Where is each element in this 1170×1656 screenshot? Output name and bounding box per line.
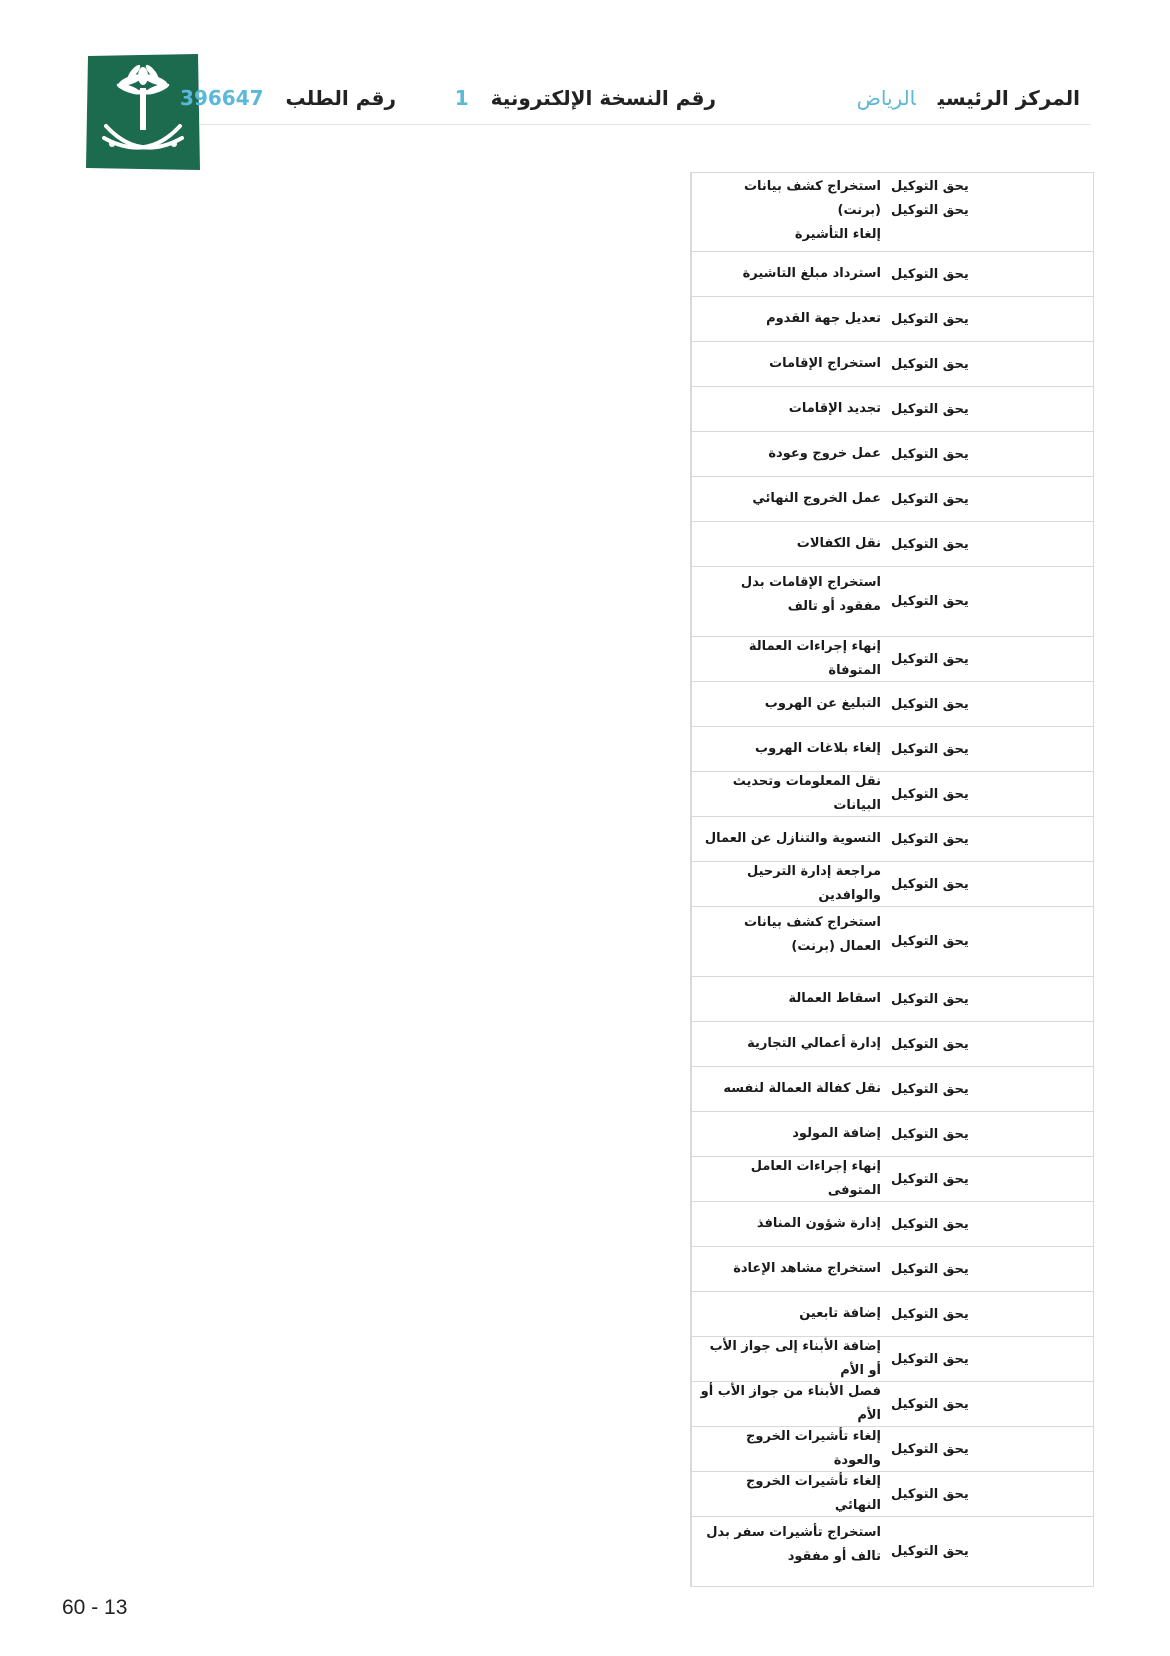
permission-text: يحق التوكيل: [891, 1216, 969, 1232]
permission-text: يحق التوكيل: [891, 1306, 969, 1322]
permission-text: يحق التوكيل: [891, 446, 969, 462]
permission-cell: [891, 1382, 1093, 1426]
permission-text: يحق التوكيل: [891, 1486, 969, 1502]
table-body: [691, 252, 1093, 1587]
service-text: إدارة شؤون المنافذ: [756, 1216, 881, 1231]
service-text: استرداد مبلغ التاشيرة: [742, 266, 881, 281]
table-row: [691, 1517, 1093, 1587]
table-row: [691, 1292, 1093, 1337]
permission-text: يحق التوكيل: [891, 594, 969, 609]
table-row: [691, 1067, 1093, 1112]
permission-cell: [891, 1067, 1093, 1111]
permission-cell: [891, 1112, 1093, 1156]
service-text: تجديد الإقامات: [788, 401, 881, 416]
permission-text: يحق التوكيل: [891, 203, 969, 218]
permission-cell: [891, 297, 1093, 341]
table-row: [691, 1157, 1093, 1202]
service-text: عمل الخروج النهائي: [752, 491, 881, 506]
service-text: عمل خروج وعودة: [768, 446, 881, 461]
service-text: استخراج تأشيرات سفر بدل تالف أو مفقود: [706, 1525, 881, 1564]
service-text: إلغاء التأشيرة: [794, 227, 881, 242]
service-cell: [691, 1472, 891, 1516]
service-text: اسقاط العمالة: [788, 991, 881, 1006]
service-text: إلغاء تأشيرات الخروج والعودة: [746, 1429, 881, 1468]
permission-cell: [891, 432, 1093, 476]
service-cell: [691, 1427, 891, 1471]
permission-text: يحق التوكيل: [891, 831, 969, 847]
service-cell: [691, 1202, 891, 1246]
request-number-label: رقم الطلب: [285, 86, 396, 110]
service-text: إلغاء تأشيرات الخروج النهائي: [746, 1474, 881, 1513]
service-cell: [691, 1112, 891, 1156]
permissions-table: [690, 172, 1094, 1587]
service-cell: [691, 432, 891, 476]
permission-cell: [891, 1202, 1093, 1246]
table-row: [691, 567, 1093, 637]
main-center-field: [857, 86, 1080, 110]
service-cell: [691, 522, 891, 566]
permission-cell: [891, 862, 1093, 906]
service-cell: [691, 977, 891, 1021]
service-text: نقل الكفالات: [796, 536, 881, 551]
service-text: نقل المعلومات وتحديث البيانات: [732, 774, 881, 813]
permission-text: يحق التوكيل: [891, 491, 969, 507]
permission-cell: [891, 1472, 1093, 1516]
service-cell: [691, 1337, 891, 1381]
service-text: استخراج الإقامات بدل مفقود أو تالف: [740, 575, 881, 614]
service-cell: [691, 387, 891, 431]
service-cell: [691, 1157, 891, 1201]
table-row: [691, 1382, 1093, 1427]
permission-cell: [891, 1157, 1093, 1201]
permission-cell: [891, 727, 1093, 771]
page-number: 60 - 13: [62, 1596, 128, 1619]
table-row: [691, 1427, 1093, 1472]
permission-cell: [891, 342, 1093, 386]
permission-cell: [891, 1517, 1093, 1586]
permission-text: يحق التوكيل: [891, 266, 969, 282]
service-text: استخراج كشف بيانات العمال (برنت): [743, 915, 881, 954]
permission-cell: [891, 173, 1093, 251]
permission-text: يحق التوكيل: [891, 786, 969, 802]
document-header: [180, 76, 1090, 125]
service-cell: [691, 477, 891, 521]
service-text: التسوية والتنازل عن العمال: [704, 831, 881, 846]
permission-text: يحق التوكيل: [891, 651, 969, 667]
permission-cell: [891, 1337, 1093, 1381]
copy-number-label: رقم النسخة الإلكترونية: [490, 86, 716, 110]
service-cell: [691, 1517, 891, 1586]
table-row: [691, 1202, 1093, 1247]
service-text: إلغاء بلاغات الهروب: [755, 741, 881, 756]
table-row: [691, 477, 1093, 522]
permission-text: يحق التوكيل: [891, 401, 969, 417]
copy-number-field: [455, 86, 716, 110]
permission-cell: [891, 977, 1093, 1021]
service-cell: [691, 727, 891, 771]
service-text: استخراج مشاهد الإعادة: [733, 1261, 881, 1276]
table-row: [691, 1022, 1093, 1067]
service-cell: [691, 1022, 891, 1066]
permission-text: يحق التوكيل: [891, 991, 969, 1007]
permission-text: يحق التوكيل: [891, 1544, 969, 1559]
table-row: [691, 1337, 1093, 1382]
table-row: [691, 387, 1093, 432]
service-cell: [691, 772, 891, 816]
permission-cell: [891, 387, 1093, 431]
service-text: تعديل جهة القدوم: [766, 311, 881, 326]
table-row: [691, 862, 1093, 907]
service-text: التبليغ عن الهروب: [764, 696, 881, 711]
permission-cell: [891, 1427, 1093, 1471]
permission-cell: [891, 817, 1093, 861]
table-row: [691, 1472, 1093, 1517]
permission-cell: [891, 477, 1093, 521]
service-cell: [691, 1067, 891, 1111]
service-cell: [691, 173, 891, 251]
service-cell: [691, 817, 891, 861]
service-text: إضافة تابعين: [799, 1306, 881, 1321]
permission-text: يحق التوكيل: [891, 1396, 969, 1412]
table-row: [691, 172, 1093, 252]
copy-number-value: 1: [454, 86, 469, 110]
table-row: [691, 1247, 1093, 1292]
service-text: إضافة المولود: [792, 1126, 881, 1141]
permission-text: يحق التوكيل: [891, 179, 969, 194]
permission-text: يحق التوكيل: [891, 1351, 969, 1367]
table-row: [691, 252, 1093, 297]
request-number-field: [180, 86, 396, 110]
permission-text: يحق التوكيل: [891, 696, 969, 712]
table-row: [691, 297, 1093, 342]
table-row: [691, 342, 1093, 387]
permission-text: يحق التوكيل: [891, 1126, 969, 1142]
service-cell: [691, 637, 891, 681]
service-cell: [691, 297, 891, 341]
permission-text: يحق التوكيل: [891, 1036, 969, 1052]
service-cell: [691, 567, 891, 636]
permission-text: يحق التوكيل: [891, 1171, 969, 1187]
permission-cell: [891, 1292, 1093, 1336]
permission-cell: [891, 907, 1093, 976]
table-row: [691, 637, 1093, 682]
permission-cell: [891, 1247, 1093, 1291]
service-text: فصل الأبناء من جواز الأب أو الأم: [700, 1384, 881, 1423]
permission-cell: [891, 567, 1093, 636]
permission-cell: [891, 637, 1093, 681]
saudi-emblem-logo: [84, 54, 202, 172]
service-text: إضافة الأبناء إلى جواز الأب أو الأم: [709, 1339, 881, 1378]
permission-cell: [891, 682, 1093, 726]
permission-cell: [891, 522, 1093, 566]
table-row: [691, 1112, 1093, 1157]
permission-text: يحق التوكيل: [891, 1261, 969, 1277]
permission-text: يحق التوكيل: [891, 1081, 969, 1097]
service-text: نقل كفالة العمالة لنفسه: [723, 1081, 881, 1096]
permission-text: يحق التوكيل: [891, 1441, 969, 1457]
service-text: استخراج الإقامات: [769, 356, 881, 371]
permission-cell: [891, 1022, 1093, 1066]
permission-text: يحق التوكيل: [891, 536, 969, 552]
service-text: مراجعة إدارة الترحيل والوافدين: [747, 864, 881, 903]
table-row: [691, 977, 1093, 1022]
service-cell: [691, 907, 891, 976]
permission-text: يحق التوكيل: [891, 741, 969, 757]
permission-text: يحق التوكيل: [891, 311, 969, 327]
service-cell: [691, 862, 891, 906]
permission-cell: [891, 252, 1093, 296]
service-text: إدارة أعمالي التجارية: [747, 1036, 881, 1051]
service-cell: [691, 252, 891, 296]
service-cell: [691, 342, 891, 386]
main-center-label: المركز الرئيسي: [937, 86, 1080, 110]
service-cell: [691, 1247, 891, 1291]
table-row: [691, 817, 1093, 862]
request-number-value: 396647: [180, 86, 264, 110]
service-cell: [691, 682, 891, 726]
service-cell: [691, 1292, 891, 1336]
permission-text: يحق التوكيل: [891, 934, 969, 949]
service-text: إنهاء إجراءات العمالة المتوفاة: [748, 639, 881, 678]
service-text: استخراج كشف بيانات (برنت): [743, 179, 881, 218]
table-row: [691, 682, 1093, 727]
main-center-value: الرياض: [856, 86, 916, 110]
service-text: إنهاء إجراءات العامل المتوفى: [750, 1159, 881, 1198]
permission-cell: [891, 772, 1093, 816]
permission-text: يحق التوكيل: [891, 876, 969, 892]
table-row: [691, 522, 1093, 567]
table-row: [691, 772, 1093, 817]
permission-text: يحق التوكيل: [891, 356, 969, 372]
service-cell: [691, 1382, 891, 1426]
table-row: [691, 727, 1093, 772]
table-row: [691, 907, 1093, 977]
table-row: [691, 432, 1093, 477]
